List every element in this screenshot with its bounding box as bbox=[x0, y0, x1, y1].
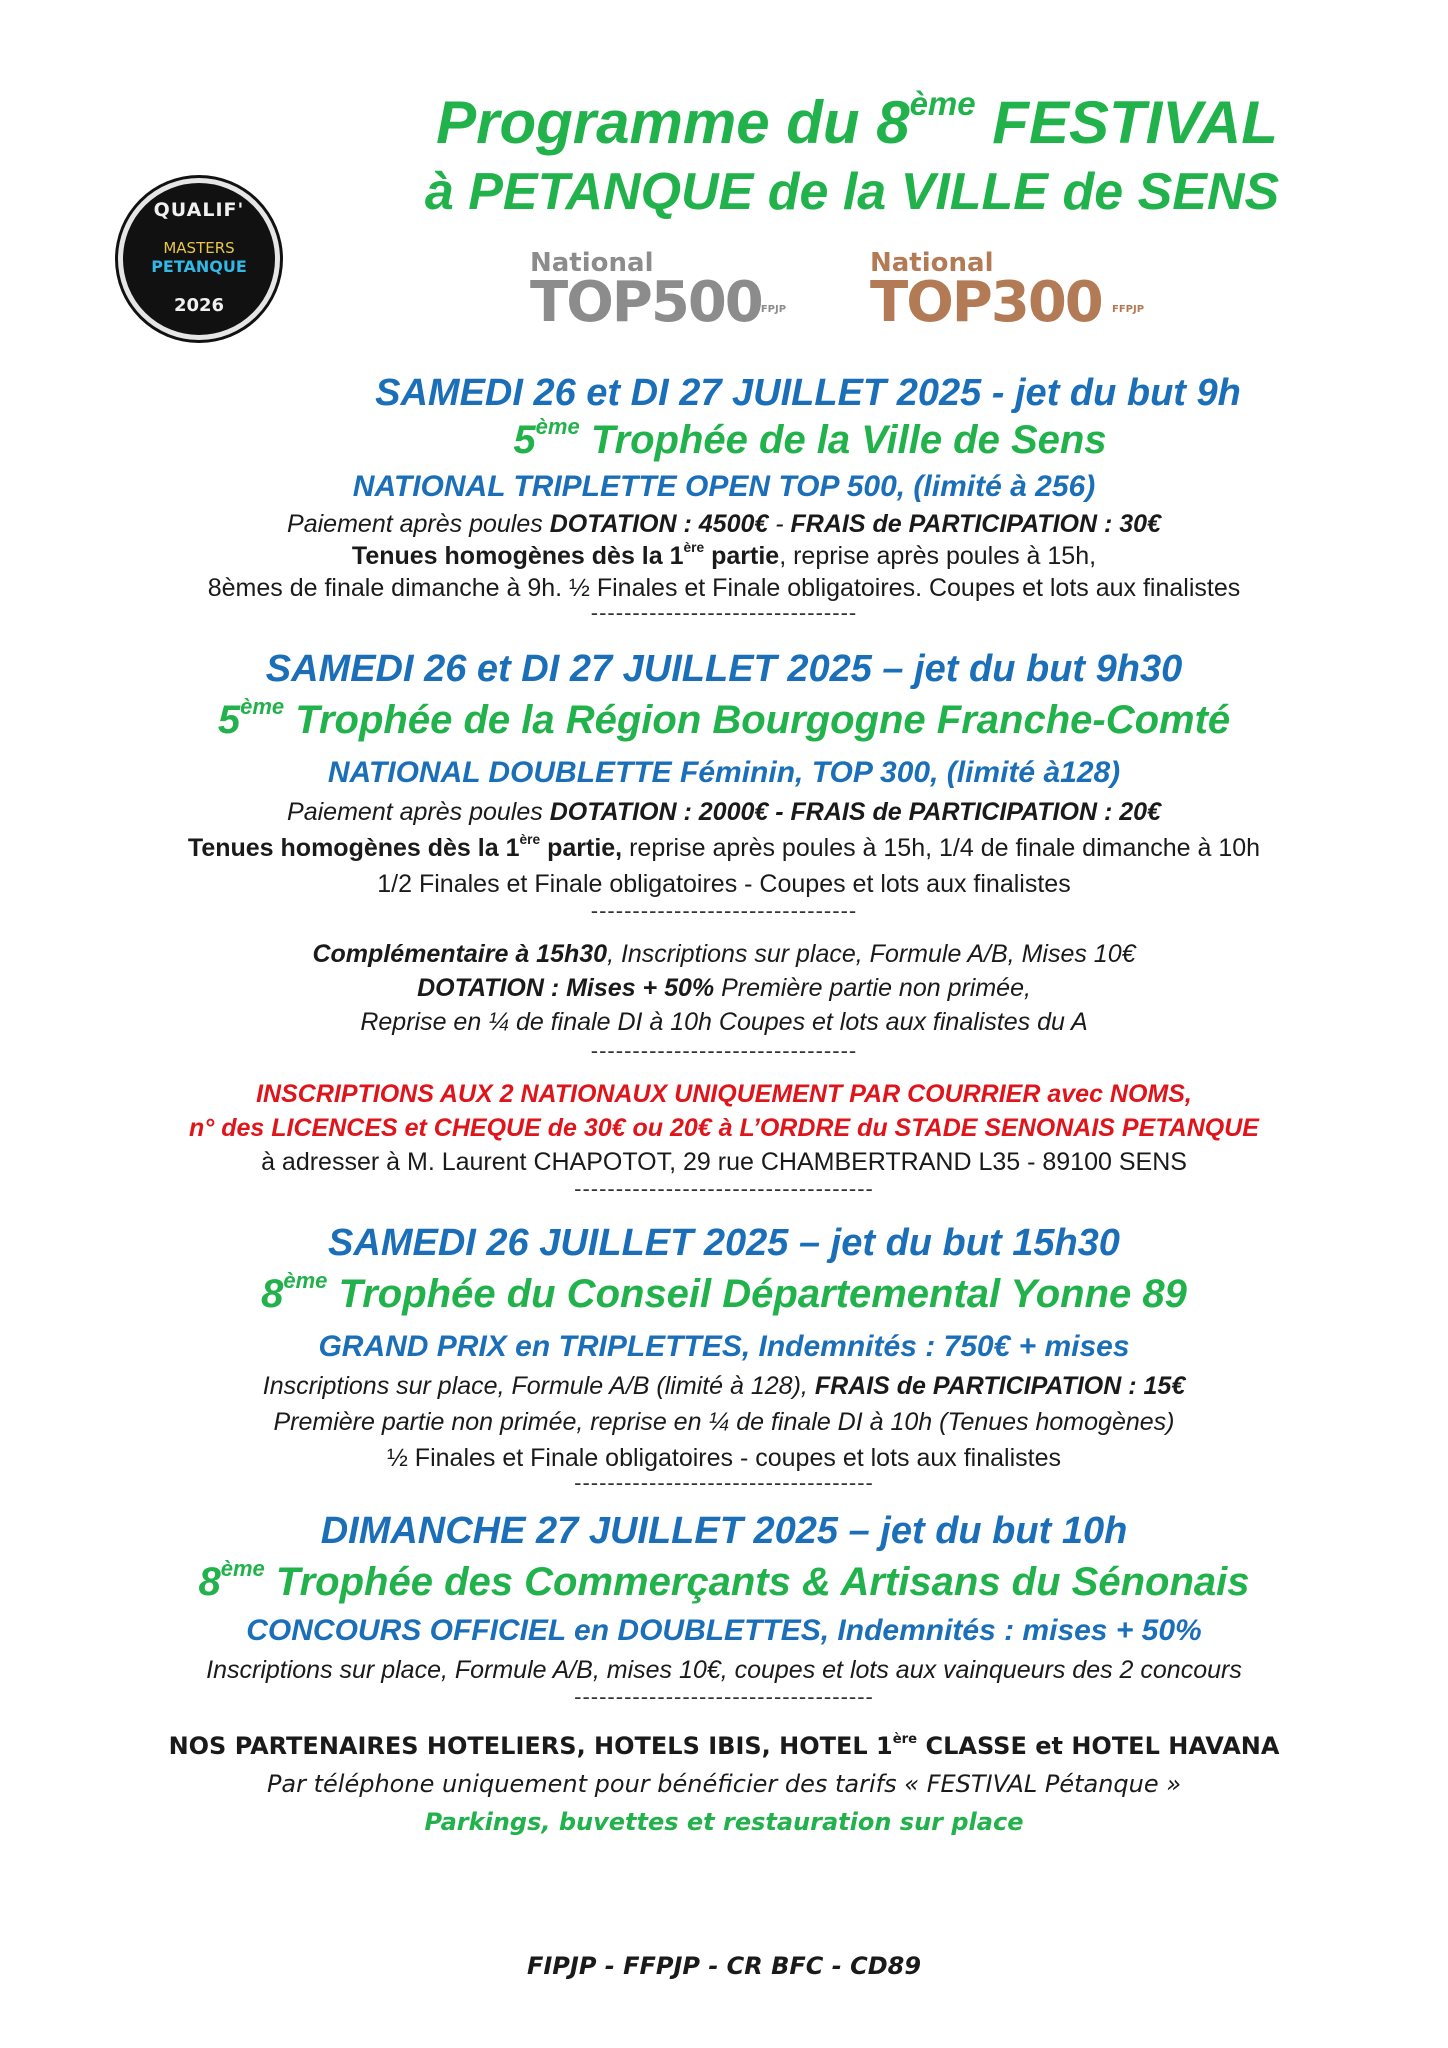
national-top500-logo bbox=[530, 248, 790, 335]
event3-premiere-partie: Première partie non primée, reprise en ¼ de finale DI à 10h (Tenues homogènes) bbox=[273, 1408, 1175, 1436]
event2-type: NATIONAL DOUBLETTE Féminin, TOP 300, (limité à128) bbox=[327, 756, 1121, 789]
separator: -------------------------------- bbox=[590, 600, 858, 625]
event2-dotation: DOTATION : Mises + 50% Première partie non primée, bbox=[417, 974, 1031, 1002]
badge-petanque-text: PETANQUE bbox=[151, 257, 247, 276]
event3-trophy: 8ème Trophée du Conseil Départemental Yonne 89 bbox=[261, 1268, 1187, 1316]
event2-date: SAMEDI 26 et DI 27 JUILLET 2025 – jet du but 9h30 bbox=[265, 648, 1183, 690]
separator: -------------------------------- bbox=[590, 1038, 858, 1063]
event3-finals: ½ Finales et Finale obligatoires - coupes et lots aux finalistes bbox=[387, 1444, 1061, 1472]
logo500-top: TOP500 bbox=[530, 270, 762, 335]
event1-tenues: Tenues homogènes dès la 1ère partie, reprise après poules à 15h, bbox=[351, 540, 1097, 570]
footer-federations: FIPJP - FFPJP - CR BFC - CD89 bbox=[526, 1952, 922, 1980]
event2-payment: Paiement après poules DOTATION : 2000€ - FRAIS de PARTICIPATION : 20€ bbox=[287, 798, 1161, 826]
separator: ------------------------------------ bbox=[574, 1470, 874, 1495]
page-title-line2: à PETANQUE de la VILLE de SENS bbox=[424, 163, 1280, 221]
event2-reprise: Reprise en ¼ de finale DI à 10h Coupes et lots aux finalistes du A bbox=[360, 1008, 1088, 1036]
badge-masters-text: MASTERS bbox=[163, 239, 235, 257]
partners-hotels: NOS PARTENAIRES HOTELIERS, HOTELS IBIS, HOTEL 1ère CLASSE et HOTEL HAVANA bbox=[168, 1731, 1280, 1760]
badge-year-text: 2026 bbox=[173, 295, 225, 316]
inscriptions-address: à adresser à M. Laurent CHAPOTOT, 29 rue CHAMBERTRAND L35 - 89100 SENS bbox=[261, 1148, 1187, 1176]
page-title-line1: Programme du 8ème FESTIVAL bbox=[436, 84, 1278, 156]
event4-date: DIMANCHE 27 JUILLET 2025 – jet du but 10h bbox=[320, 1510, 1128, 1552]
partners-telephone: Par téléphone uniquement pour bénéficier des tarifs « FESTIVAL Pétanque » bbox=[266, 1770, 1182, 1798]
event1-type: NATIONAL TRIPLETTE OPEN TOP 500, (limité à 256) bbox=[352, 470, 1096, 503]
event1-payment: Paiement après poules DOTATION : 4500€ - FRAIS de PARTICIPATION : 30€ bbox=[287, 510, 1161, 538]
logo300-ffpjp: FFPJP bbox=[1112, 304, 1145, 315]
event4-type: CONCOURS OFFICIEL en DOUBLETTES, Indemnités : mises + 50% bbox=[246, 1614, 1202, 1647]
national-top300-logo bbox=[870, 248, 1150, 335]
event4-inscriptions: Inscriptions sur place, Formule A/B, mises 10€, coupes et lots aux vainqueurs des 2 concours bbox=[206, 1656, 1242, 1684]
event1-trophy: 5ème Trophée de la Ville de Sens bbox=[513, 414, 1107, 462]
logo500-national: National bbox=[530, 248, 654, 278]
separator: -------------------------------- bbox=[590, 898, 858, 923]
inscriptions-line1: INSCRIPTIONS AUX 2 NATIONAUX UNIQUEMENT PAR COURRIER avec NOMS, bbox=[256, 1080, 1192, 1108]
event3-type: GRAND PRIX en TRIPLETTES, Indemnités : 750€ + mises bbox=[318, 1330, 1130, 1363]
separator: ------------------------------------ bbox=[574, 1176, 874, 1201]
event3-date: SAMEDI 26 JUILLET 2025 – jet du but 15h30 bbox=[328, 1222, 1120, 1264]
logo300-top: TOP300 bbox=[870, 270, 1102, 335]
event2-finals: 1/2 Finales et Finale obligatoires - Coupes et lots aux finalistes bbox=[377, 870, 1071, 898]
logo500-ffpjp: FFPJP bbox=[754, 304, 787, 315]
event4-trophy: 8ème Trophée des Commerçants & Artisans du Sénonais bbox=[198, 1556, 1250, 1604]
separator: ------------------------------------ bbox=[574, 1684, 874, 1709]
event3-inscriptions: Inscriptions sur place, Formule A/B (limité à 128), FRAIS de PARTICIPATION : 15€ bbox=[262, 1372, 1186, 1400]
inscriptions-line2: n° des LICENCES et CHEQUE de 30€ ou 20€ à L’ORDRE du STADE SENONAIS PETANQUE bbox=[189, 1114, 1259, 1142]
event2-tenues: Tenues homogènes dès la 1ère partie, reprise après poules à 15h, 1/4 de finale dimanche à 10h bbox=[187, 832, 1261, 862]
masters-qualif-badge bbox=[118, 178, 280, 340]
partners-parkings: Parkings, buvettes et restauration sur place bbox=[424, 1808, 1024, 1836]
event2-complementaire: Complémentaire à 15h30, Inscriptions sur place, Formule A/B, Mises 10€ bbox=[312, 940, 1136, 968]
badge-top-text: QUALIF' bbox=[153, 199, 245, 221]
logo300-national: National bbox=[870, 248, 994, 278]
event1-date: SAMEDI 26 et DI 27 JUILLET 2025 - jet du but 9h bbox=[375, 372, 1241, 414]
event2-trophy: 5ème Trophée de la Région Bourgogne Franche-Comté bbox=[217, 694, 1231, 742]
event1-finals: 8èmes de finale dimanche à 9h. ½ Finales et Finale obligatoires. Coupes et lots aux finalistes bbox=[207, 574, 1241, 602]
